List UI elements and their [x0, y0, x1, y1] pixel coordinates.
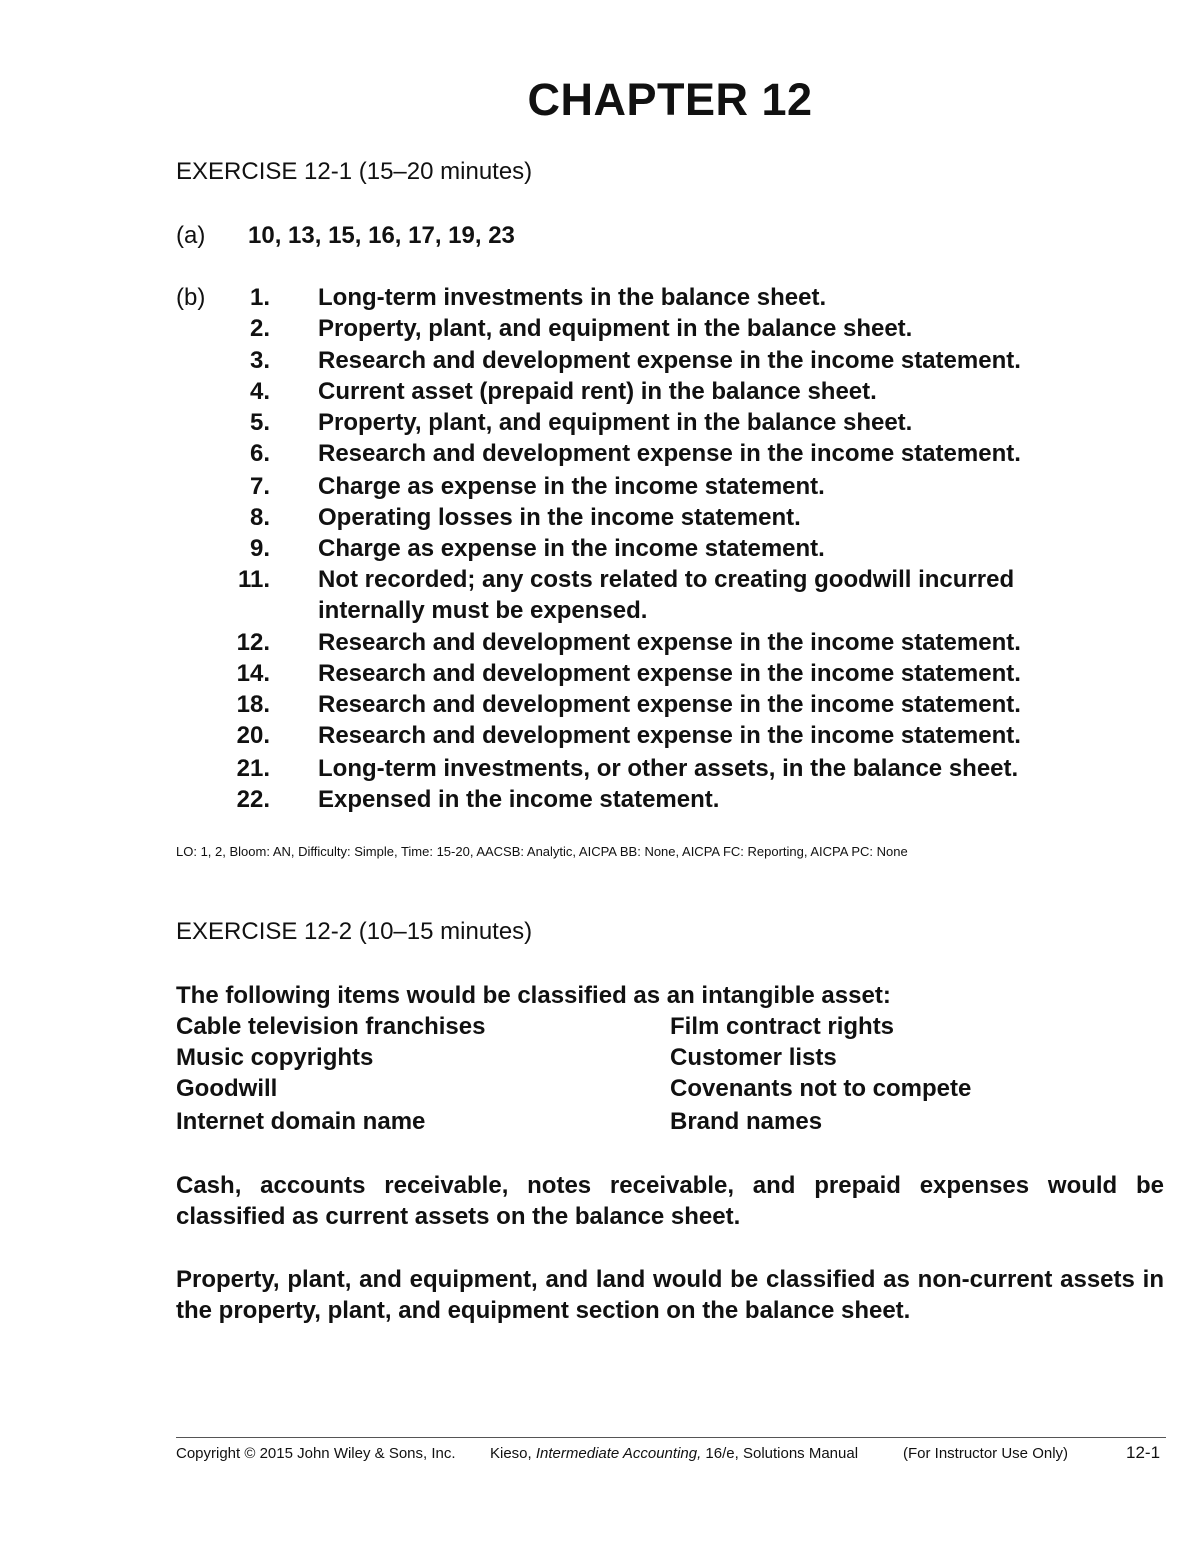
list-item-text: Long-term investments in the balance sheet.: [318, 284, 827, 311]
list-item-text: Expensed in the income statement.: [318, 786, 720, 813]
list-item-text: Research and development expense in the income statement.: [318, 691, 1021, 718]
learning-objective-line: LO: 1, 2, Bloom: AN, Difficulty: Simple, Time: 15-20, AACSB: Analytic, AICPA BB: None, AICPA FC: Reporting, AICPA PC: None: [176, 844, 908, 859]
current-assets-paragraph: Cash, accounts receivable, notes receivable, and prepaid expenses would be classified as current assets on the balance sheet.: [176, 1172, 1164, 1230]
intangible-item: Goodwill: [176, 1075, 278, 1102]
intangible-item: Music copyrights: [176, 1044, 374, 1071]
list-item-number: 12.: [236, 629, 270, 656]
intangible-item: Film contract rights: [670, 1013, 895, 1040]
list-item-number: 20.: [236, 722, 270, 749]
footer-book-reference: Kieso, Intermediate Accounting, 16/e, Solutions Manual: [490, 1445, 859, 1462]
list-item-text: Current asset (prepaid rent) in the balance sheet.: [318, 378, 877, 405]
list-item-text: Charge as expense in the income statement.: [318, 535, 825, 562]
list-item-number: 5.: [249, 409, 270, 436]
list-item-number: 14.: [236, 660, 270, 687]
exercise-2-heading: EXERCISE 12-2 (10–15 minutes): [176, 918, 533, 945]
noncurrent-assets-paragraph: Property, plant, and equipment, and land would be classified as non-current assets in the property, plant, and equipment section on the balance sheet.: [176, 1266, 1164, 1324]
list-item-text: Long-term investments, or other assets, in the balance sheet.: [318, 755, 1019, 782]
list-item-text: Property, plant, and equipment in the balance sheet.: [318, 315, 913, 342]
list-item-number: 18.: [236, 691, 270, 718]
list-item-text: Operating losses in the income statement.: [318, 504, 801, 531]
list-item-number: 3.: [249, 347, 270, 374]
intangible-intro: The following items would be classified as an intangible asset:: [176, 982, 891, 1009]
list-item-number: 2.: [249, 315, 270, 342]
intangible-item: Internet domain name: [176, 1108, 426, 1135]
part-a-label: (a): [176, 222, 206, 249]
footer-usage-note: (For Instructor Use Only): [903, 1445, 1069, 1462]
exercise-1-heading: EXERCISE 12-1 (15–20 minutes): [176, 158, 533, 185]
list-item-text: Research and development expense in the income statement.: [318, 629, 1021, 656]
intangible-item: Covenants not to compete: [670, 1075, 972, 1102]
page-number: 12-1: [1126, 1443, 1161, 1462]
list-item-number: 22.: [236, 786, 270, 813]
list-item-number: 11.: [237, 566, 270, 593]
list-item-text: Research and development expense in the income statement.: [318, 722, 1021, 749]
part-b-label: (b): [176, 284, 206, 311]
list-item-number: 6.: [249, 440, 270, 467]
intangible-item: Customer lists: [670, 1044, 837, 1071]
list-item-text: Property, plant, and equipment in the balance sheet.: [318, 409, 913, 436]
chapter-title: CHAPTER 12: [527, 74, 813, 125]
list-item-number: 7.: [249, 473, 270, 500]
list-item-text-continued: internally must be expensed.: [318, 597, 648, 624]
list-item-number: 8.: [249, 504, 270, 531]
list-item-number: 4.: [249, 378, 270, 405]
list-item-number: 9.: [249, 535, 270, 562]
list-item-number: 21.: [236, 755, 270, 782]
intangible-item: Brand names: [670, 1108, 823, 1135]
footer-copyright: Copyright © 2015 John Wiley & Sons, Inc.: [176, 1445, 456, 1462]
list-item-text: Research and development expense in the income statement.: [318, 660, 1021, 687]
list-item-number: 1.: [249, 284, 270, 311]
list-item-text: Charge as expense in the income statement.: [318, 473, 825, 500]
intangible-item: Cable television franchises: [176, 1013, 486, 1040]
footer-divider: [176, 1437, 1166, 1438]
list-item-text: Research and development expense in the income statement.: [318, 440, 1021, 467]
list-item-text: Research and development expense in the income statement.: [318, 347, 1021, 374]
part-a-answers: 10, 13, 15, 16, 17, 19, 23: [248, 222, 515, 249]
list-item-text: Not recorded; any costs related to creating goodwill incurred: [318, 566, 1015, 593]
